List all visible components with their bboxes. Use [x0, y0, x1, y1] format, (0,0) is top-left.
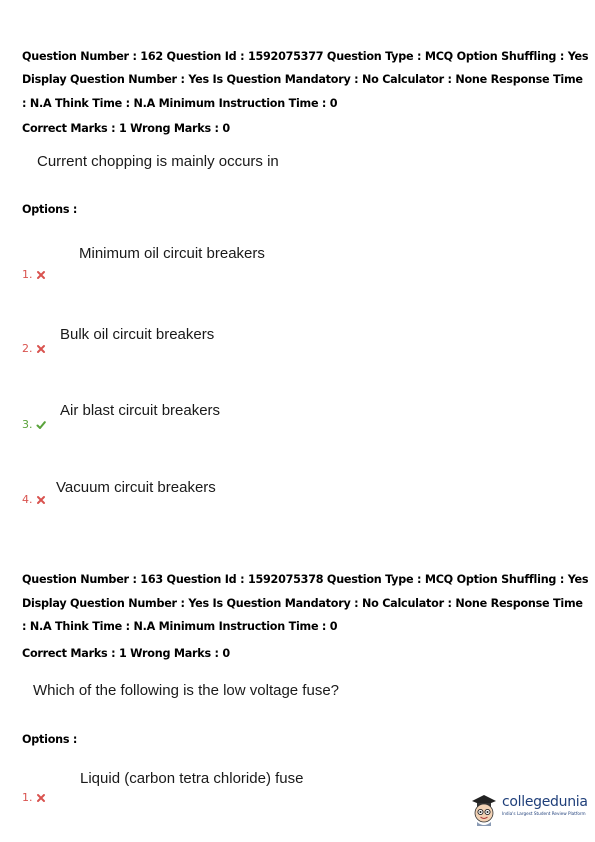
options-label: Options :	[22, 203, 78, 216]
option-number	[22, 493, 46, 506]
option-number	[22, 418, 46, 431]
option-number-label: 3.	[22, 418, 33, 431]
option-number	[22, 342, 46, 355]
marks-line: Correct Marks : 1 Wrong Marks : 0	[22, 122, 230, 135]
question-meta-line: : N.A Think Time : N.A Minimum Instruction Time : 0	[22, 620, 338, 633]
question-meta-line: Question Number : 163 Question Id : 1592075378 Question Type : MCQ Option Shuffling : Yes	[22, 573, 589, 586]
question-text: Current chopping is mainly occurs in	[37, 153, 279, 170]
cross-icon	[36, 344, 46, 354]
cross-icon	[36, 495, 46, 505]
question-meta-line: Question Number : 162 Question Id : 1592075377 Question Type : MCQ Option Shuffling : Yes	[22, 50, 589, 63]
cross-icon	[36, 270, 46, 280]
check-icon	[36, 420, 46, 430]
option-number	[22, 268, 46, 281]
option-text: Air blast circuit breakers	[60, 402, 221, 419]
option-text: Bulk oil circuit breakers	[60, 326, 215, 343]
options-label: Options :	[22, 733, 78, 746]
logo-name: collegedunia	[502, 794, 588, 810]
option-number	[22, 791, 46, 804]
option-number-label: 4.	[22, 493, 33, 506]
marks-line: Correct Marks : 1 Wrong Marks : 0	[22, 647, 230, 660]
option-number-label: 2.	[22, 342, 33, 355]
option-text: Minimum oil circuit breakers	[79, 245, 265, 262]
logo-tagline: India's Largest Student Review Platform	[502, 811, 586, 816]
cross-icon	[36, 793, 46, 803]
option-text: Vacuum circuit breakers	[56, 479, 216, 496]
option-number-label: 1.	[22, 791, 33, 804]
option-number-label: 1.	[22, 268, 33, 281]
question-text: Which of the following is the low voltage fuse?	[33, 682, 339, 699]
mascot-icon	[468, 792, 500, 828]
option-text: Liquid (carbon tetra chloride) fuse	[80, 770, 304, 787]
question-meta-line: Display Question Number : Yes Is Question Mandatory : No Calculator : None Response Time	[22, 597, 583, 610]
question-meta-line: Display Question Number : Yes Is Question Mandatory : No Calculator : None Response Time	[22, 73, 583, 86]
question-meta-line: : N.A Think Time : N.A Minimum Instruction Time : 0	[22, 97, 338, 110]
collegedunia-logo	[468, 792, 590, 832]
